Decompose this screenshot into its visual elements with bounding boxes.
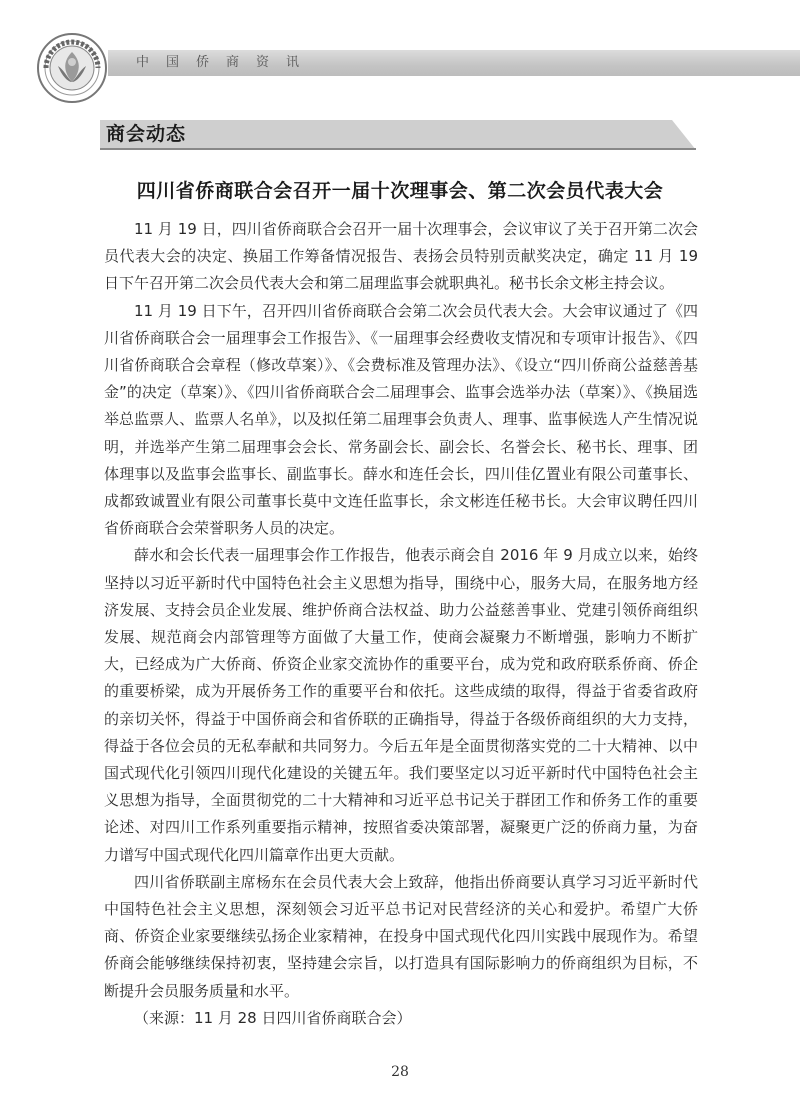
section-title: 商会动态 [106,123,187,145]
paragraph: 薛水和会长代表一届理事会作工作报告，他表示商会自 2016 年 9 月成立以来，始终坚持以习近平新时代中国特色社会主义思想为指导，围绕中心，服务大局，在服务地方经济发展、支持会员企业发展、维护侨商合法权益、助力公益慈善事业、党建引领侨商组织发展、规范商会内部管理等方面做了大量工作，使商会凝聚力不断增强，影响力不断扩大，已经成为广大侨商、侨资企业家交流协作的重要平台，成为党和政府联系侨商、侨企的重要桥梁，成为开展侨务工作的重要平台和依托。这些成绩的取得，得益于省委省政府的亲切关怀，得益于中国侨商会和省侨联的正确指导，得益于各级侨商组织的大力支持，得益于各位会员的无私奉献和共同努力。今后五年是全面贯彻落实党的二十大精神、以中国式现代化引领四川现代化建设的关键五年。我们要坚定以习近平新时代中国特色社会主义思想为指导，全面贯彻党的二十大精神和习近平总书记关于群团工作和侨务工作的重要论述、对四川工作系列重要指示精神，按照省委决策部署，凝聚更广泛的侨商力量，为奋力谱写中国式现代化四川篇章作出更大贡献。 [104,546,698,864]
paragraph: 11 月 19 日下午，召开四川省侨商联合会第二次会员代表大会。大会审议通过了《四川省侨商联合会一届理事会工作报告》、《一届理事会经费收支情况和专项审计报告》、《四川省侨商联合会章程（修改草案）》、《会费标准及管理办法》、《设立“四川侨商公益慈善基金”的决定（草案）》、《四川省侨商联合会二届理事会、监事会选举办法（草案）》、《换届选举总监票人、监票人名单》，以及拟任第二届理事会负责人、理事、监事候选人产生情况说明，并选举产生第二届理事会会长、常务副会长、副会长、名誉会长、秘书长、理事、团体理事以及监事会监事长、副监事长。薛水和连任会长，四川佳亿置业有限公司董事长、成都致诚置业有限公司董事长莫中文连任监事长，余文彬连任秘书长。大会审议聘任四川省侨商联合会荣誉职务人员的决定。 [104,301,698,538]
article-body [104,216,698,1032]
article-title: 四川省侨商联合会召开一届十次理事会、第二次会员代表大会 [136,180,664,202]
logo-emblem-icon [36,32,108,104]
paragraph: 11 月 19 日，四川省侨商联合会召开一届十次理事会，会议审议了关于召开第二次会员代表大会的决定、换届工作筹备情况报告、表扬会员特别贡献奖决定，确定 11 月 19 日下午召开第二次会员代表大会和第二届理监事会就职典礼。秘书长余文彬主持会议。 [104,220,698,293]
header-title: 中国侨商资讯 [136,55,317,70]
page-number: 28 [391,1064,409,1080]
logo [36,32,108,104]
article-source: （来源：11 月 28 日四川省侨商联合会） [134,1008,412,1027]
section-band [100,120,696,150]
paragraph: 四川省侨联副主席杨东在会员代表大会上致辞，他指出侨商要认真学习习近平新时代中国特色社会主义思想，深刻领会习近平总书记对民营经济的关心和爱护。希望广大侨商、侨资企业家要继续弘扬企业家精神，在投身中国式现代化四川实践中展现作为。希望侨商会能够继续保持初衷，坚持建会宗旨，以打造具有国际影响力的侨商组织为目标，不断提升会员服务质量和水平。 [104,872,698,1000]
